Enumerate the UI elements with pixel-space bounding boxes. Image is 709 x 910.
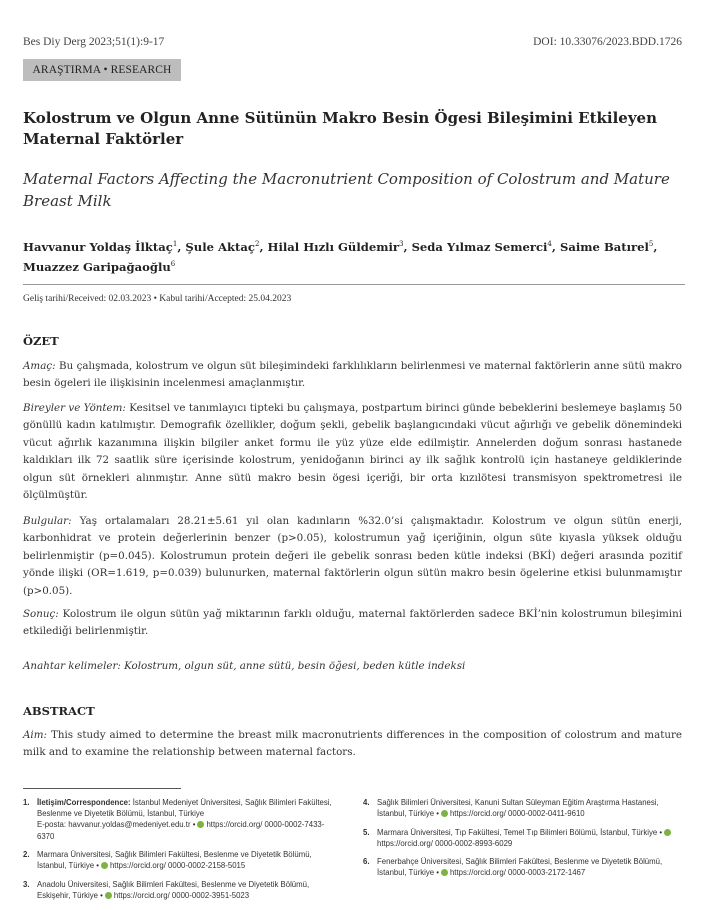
author: Hilal Hızlı Güldemir$^3$, (267, 239, 412, 254)
footnote-4: 4. Sağlık Bilimleri Üniversitesi, Kanuni Sultan Süleyman Eğitim Araştırma Hastanesi, İstanbul, Türkiye • https://orcid.org/ 0000-0002-0411-9610 (363, 798, 659, 819)
footnote-divider (23, 788, 181, 789)
orcid-icon (441, 810, 448, 817)
orcid-icon (101, 862, 108, 869)
author-list (23, 236, 683, 276)
ozet-sonuc (23, 606, 682, 641)
abstract-aim (23, 727, 682, 762)
ozet-heading: ÖZET (23, 334, 59, 348)
aim-text: This study aimed to determine the breast milk macronutrients differences in the composition of colostrum and mature milk and to examine the relationship between maternal factors. (23, 729, 682, 759)
yontem-label: Bireyler ve Yöntem: (23, 402, 126, 414)
keywords: Anahtar kelimeler: Kolostrum, olgun süt, anne sütü, besin öğesi, beden kütle indeksi (23, 660, 466, 672)
aim-label: Aim: (23, 729, 47, 741)
author: Saime Batırel$^5$, (559, 239, 658, 254)
author: Havvanur Yoldaş İlktaç$^1$, (23, 239, 186, 254)
ozet-amac (23, 358, 682, 393)
orcid-icon (664, 829, 671, 836)
received-accepted-dates: Geliş tarihi/Received: 02.03.2023 • Kabul tarihi/Accepted: 25.04.2023 (23, 294, 292, 304)
orcid-icon (197, 821, 204, 828)
bulgular-text: Yaş ortalamaları 28.21±5.61 yıl olan kadınların %32.0’si çalışmaktadır. Kolostrum ve olgun sütün enerji, karbonhidrat ve protein değerlerinin benzer (p>0.05), kolostrumun yağ içeriğinin, olgun süte kıyasla yüksek olduğu belirlenmiştir (p=0.045). Kolostrumun protein değeri ile gebelik sonrası beden kütle indeksi (BKİ) değeri arasında pozitif yönde ilişki (OR=1.619, p=0.039) bulunurken, maternal faktörlerin olgun sütün makro besin ögelerine etkisi bulunmamıştır (p>0.05). (23, 515, 682, 597)
author: Muazzez Garipağaoğlu$^6$ (23, 259, 176, 274)
author: Şule Aktaç$^2$, (185, 239, 268, 254)
amac-label: Amaç: (23, 360, 56, 372)
journal-citation: Bes Diy Derg 2023;51(1):9-17 (23, 36, 165, 48)
title-english: Maternal Factors Affecting the Macronutrient Composition of Colostrum and Mature Breast Milk (23, 170, 670, 210)
ozet-bulgular (23, 513, 682, 600)
divider (23, 284, 685, 285)
bulgular-label: Bulgular: (23, 515, 72, 527)
footnote-6: 6. Fenerbahçe Üniversitesi, Sağlık Bilimleri Fakültesi, Beslenme ve Diyetetik Bölümü, İstanbul, Türkiye • https://orcid.org/ 0000-0003-2172-1467 (363, 857, 663, 878)
footnote-1: 1. İletişim/Correspondence: İstanbul Medeniyet Üniversitesi, Sağlık Bilimleri Fakültesi, Beslenme ve Diyetetik Bölümü, İstanbul, Türkiye E-posta: havvanur.yoldas@medeniyet.edu.tr • https://orcid.org/ 0000-0002-7433-6370 (23, 798, 332, 841)
ozet-yontem (23, 400, 682, 504)
sonuc-text: Kolostrum ile olgun sütün yağ miktarının farklı olduğu, maternal faktörlerden sadece BKİ’nin kolostrumun bileşimini etkilediği belirlenmiştir. (23, 608, 682, 638)
orcid-icon (105, 892, 112, 899)
yontem-text: Kesitsel ve tanımlayıcı tipteki bu çalışmaya, postpartum birinci günde bebeklerini beslemeye başlamış 50 gönüllü kadın katılmıştır. Demografik özellikler, doğum şekli, gebelik başlangıcındaki vücut ağırlığı ve gebelik dönemindeki vücut ağırlık kazanımına ilişkin bilgiler anket formu ile yüz yüze elde edilmiştir. Annelerden doğum sonrası hastanede kaldıkları ilk 72 saatlik süre içerisinde kolostrum, yenidoğanın birinci ay ilk sağlık kontrolü için hastaneye geldiklerinde olgun süt örnekleri alınmıştır. Anne sütü makro besin ögesi içeriği, bir orta kızılötesi transmisyon spektrometresi ile ölçülmüştür. (23, 402, 682, 502)
author: Seda Yılmaz Semerci$^4$, (411, 239, 560, 254)
footnote-2: 2. Marmara Üniversitesi, Sağlık Bilimleri Fakültesi, Beslenme ve Diyetetik Bölümü, İstanbul, Türkiye • https://orcid.org/ 0000-0002-2158-5015 (23, 850, 312, 871)
article-type-tag: ARAŞTIRMA • RESEARCH (23, 59, 181, 81)
footnote-3: 3. Anadolu Üniversitesi, Sağlık Bilimleri Fakültesi, Beslenme ve Diyetetik Bölümü, Eskişehir, Türkiye • https://orcid.org/ 0000-0002-3951-5023 (23, 880, 310, 901)
amac-text: Bu çalışmada, kolostrum ve olgun süt bileşimindeki farklılıkların belirlenmesi ve maternal faktörlerin anne sütü makro besin ögeleri ile ilişkisinin incelenmesi amaçlanmıştır. (23, 360, 682, 390)
abstract-heading: ABSTRACT (23, 704, 95, 718)
orcid-icon (441, 869, 448, 876)
title-turkish: Kolostrum ve Olgun Anne Sütünün Makro Besin Ögesi Bileşimini Etkileyen Maternal Faktörler (23, 109, 658, 148)
sonuc-label: Sonuç: (23, 608, 59, 620)
footnote-5: 5. Marmara Üniversitesi, Tıp Fakültesi, Temel Tıp Bilimleri Bölümü, İstanbul, Türkiye •https://orcid.org/ 0000-0002-8993-6029 (363, 827, 683, 849)
doi[interactable]: DOI: 10.33076/2023.BDD.1726 (533, 36, 682, 48)
